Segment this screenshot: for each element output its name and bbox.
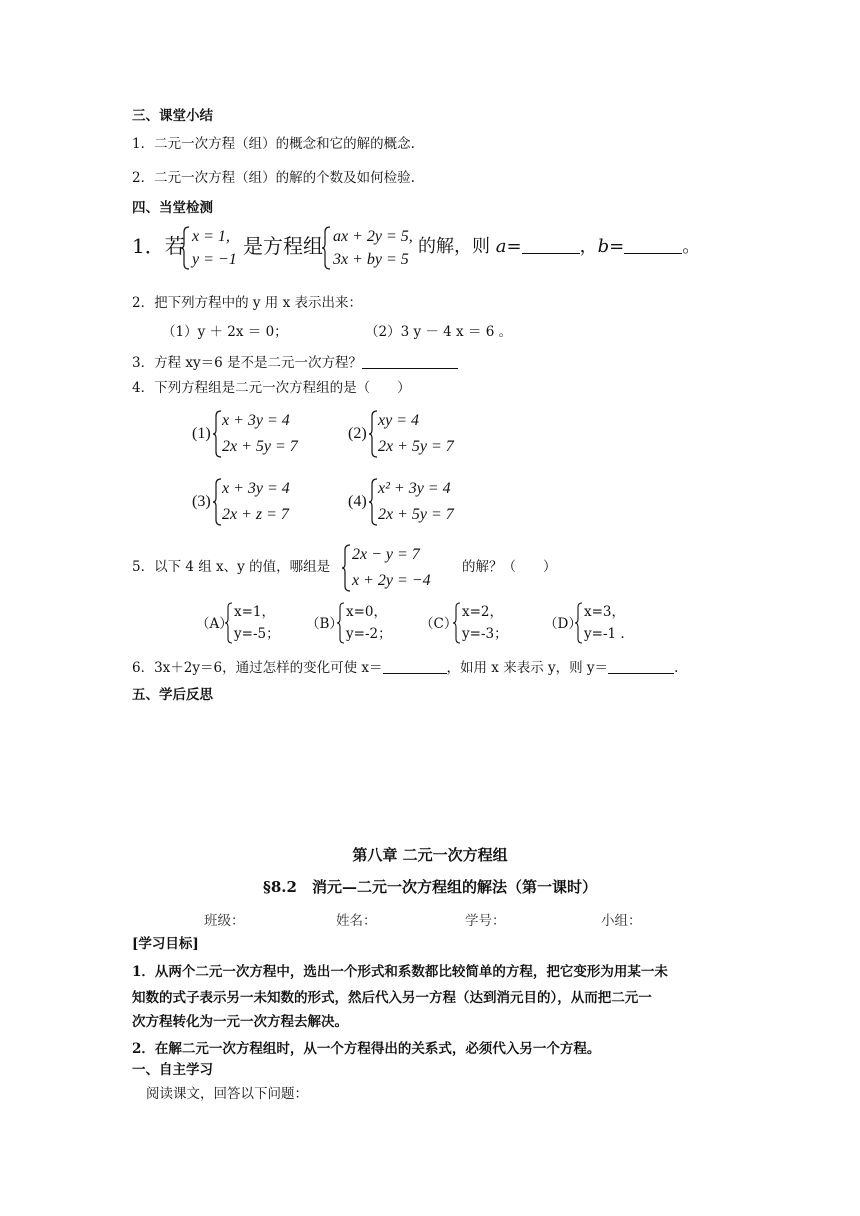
q5-prefix: 5．以下 4 组 x、y 的值，哪组是 bbox=[132, 559, 331, 575]
class-label: 班级： bbox=[204, 913, 245, 929]
q4-option-1 bbox=[192, 410, 332, 458]
q5-d-label: （D） bbox=[544, 616, 582, 632]
q5-a-row1: x=1， bbox=[234, 604, 276, 620]
section-test-title: 四、当堂检测 bbox=[132, 200, 213, 216]
q1-answer-b-blank[interactable] bbox=[624, 239, 682, 254]
q1-sysa-row2: y = −1 bbox=[192, 251, 237, 268]
q2-part-1: （1）y ＋ 2x ＝ 0； bbox=[162, 324, 288, 340]
goal-1-line-1: 1．从两个二元一次方程中，选出一个形式和系数都比较简单的方程，把它变形为用某一未 bbox=[132, 964, 668, 980]
q5-option-b bbox=[306, 602, 406, 646]
brace-icon bbox=[341, 544, 351, 592]
q4-o3-row2: 2x + z = 7 bbox=[222, 506, 289, 523]
group-label: 小组： bbox=[601, 913, 642, 929]
q1-answer-a-blank[interactable] bbox=[522, 239, 580, 254]
section-title: §8.2 消元—二元一次方程组的解法（第一课时） bbox=[263, 878, 597, 896]
q2-part-2: （2）3 y － 4 x ＝ 6 。 bbox=[365, 324, 513, 340]
brace-icon bbox=[452, 602, 461, 644]
summary-item-1: 1．二元一次方程（组）的概念和它的解的概念. bbox=[132, 136, 415, 152]
q4-o1-label: (1) bbox=[192, 425, 211, 442]
q1-sysb-row2: 3x + by = 5 bbox=[333, 251, 409, 268]
q5-c-row2: y=-3； bbox=[462, 626, 508, 642]
q4-o3-label: (3) bbox=[192, 493, 211, 510]
q6-prefix: 6．3x＋2y＝6，通过怎样的变化可使 x＝ bbox=[132, 660, 383, 676]
student-id-label: 学号： bbox=[465, 913, 506, 929]
q5-option-d bbox=[544, 602, 644, 646]
q5-suffix: 的解？（ ） bbox=[462, 559, 557, 575]
q1-prefix: 1．若 bbox=[132, 234, 185, 258]
q5-system bbox=[341, 544, 461, 592]
q3-text: 3．方程 xy＝6 是不是二元一次方程？ bbox=[132, 355, 363, 371]
section-reflection-title: 五、学后反思 bbox=[132, 687, 213, 703]
q4-o4-row1: x² + 3y = 4 bbox=[378, 480, 451, 497]
q3-answer-blank[interactable] bbox=[362, 354, 458, 369]
q4-o2-row1: xy = 4 bbox=[378, 412, 419, 429]
q5-a-label: （A） bbox=[196, 616, 233, 632]
q4-option-4 bbox=[348, 478, 488, 526]
q1-eq2: = bbox=[609, 236, 625, 257]
q6-middle: ，如用 x 来表示 y，则 y＝ bbox=[446, 660, 609, 676]
q4-o3-row1: x + 3y = 4 bbox=[222, 480, 290, 497]
brace-icon bbox=[224, 602, 233, 644]
brace-icon bbox=[368, 410, 378, 458]
section-summary-title: 三、课堂小结 bbox=[132, 108, 213, 124]
q4-o2-label: (2) bbox=[348, 425, 367, 442]
q5-c-row1: x=2， bbox=[462, 604, 504, 620]
q1-sysa-row1: x = 1, bbox=[192, 228, 230, 245]
summary-item-2: 2．二元一次方程（组）的解的个数及如何检验. bbox=[132, 170, 415, 186]
question-4: 4．下列方程组是二元一次方程组的是（ ） bbox=[132, 380, 411, 396]
q5-option-a bbox=[196, 602, 296, 646]
q1-tail1: 的解，则 bbox=[418, 236, 490, 257]
learning-goals-title: [学习目标] bbox=[132, 936, 199, 952]
q4-option-2 bbox=[348, 410, 488, 458]
q6-answer-x-blank[interactable] bbox=[383, 659, 447, 674]
q1-var-b: b bbox=[597, 236, 610, 257]
q5-d-row2: y=-1 . bbox=[584, 626, 625, 642]
q1-tail-text bbox=[418, 238, 700, 256]
q5-d-row1: x=3， bbox=[584, 604, 626, 620]
brace-icon bbox=[180, 226, 190, 270]
q5-option-c bbox=[420, 602, 520, 646]
name-label: 姓名： bbox=[336, 913, 377, 929]
q5-b-label: （B） bbox=[306, 616, 343, 632]
q4-o4-row2: 2x + 5y = 7 bbox=[378, 506, 454, 523]
q4-o4-label: (4) bbox=[348, 493, 367, 510]
q1-var-a: a bbox=[495, 236, 507, 257]
q1-sysb-row1: ax + 2y = 5, bbox=[333, 228, 413, 245]
brace-icon bbox=[212, 410, 222, 458]
goal-2: 2．在解二元一次方程组时，从一个方程得出的关系式，必须代入另一个方程。 bbox=[132, 1041, 601, 1057]
goal-1-line-3: 次方程转化为一元一次方程去解决。 bbox=[132, 1014, 348, 1030]
q1-comma: ， bbox=[579, 236, 598, 257]
q5-b-row1: x=0， bbox=[346, 604, 388, 620]
q4-o2-row2: 2x + 5y = 7 bbox=[378, 438, 454, 455]
brace-icon bbox=[321, 226, 331, 270]
q5-b-row2: y=-2； bbox=[346, 626, 392, 642]
q4-option-3 bbox=[192, 478, 332, 526]
q5-sys-row1: 2x − y = 7 bbox=[352, 546, 420, 563]
self-study-title: 一、自主学习 bbox=[132, 1062, 213, 1078]
q1-system-a bbox=[180, 226, 240, 270]
self-study-text: 阅读课文，回答以下问题： bbox=[146, 1086, 308, 1102]
question-6 bbox=[132, 659, 678, 676]
q1-middle-text: 是方程组 bbox=[243, 234, 323, 258]
q5-a-row2: y=-5； bbox=[234, 626, 280, 642]
brace-icon bbox=[368, 478, 378, 526]
q4-o1-row1: x + 3y = 4 bbox=[222, 412, 290, 429]
q1-system-b bbox=[321, 226, 416, 270]
q1-end: 。 bbox=[682, 236, 701, 257]
q5-c-label: （C） bbox=[420, 616, 458, 632]
question-3 bbox=[132, 354, 458, 371]
q4-o1-row2: 2x + 5y = 7 bbox=[222, 438, 298, 455]
chapter-title: 第八章 二元一次方程组 bbox=[352, 846, 508, 864]
q6-end: . bbox=[674, 660, 679, 676]
goal-1-line-2: 知数的式子表示另一未知数的形式，然后代入另一方程（达到消元目的），从而把二元一 bbox=[132, 990, 652, 1006]
brace-icon bbox=[212, 478, 222, 526]
q6-answer-y-blank[interactable] bbox=[608, 659, 674, 674]
q1-eq1: = bbox=[506, 236, 522, 257]
q5-sys-row2: x + 2y = −4 bbox=[352, 572, 431, 589]
brace-icon bbox=[336, 602, 345, 644]
brace-icon bbox=[574, 602, 583, 644]
question-2: 2．把下列方程中的 y 用 x 表示出来： bbox=[132, 295, 362, 311]
